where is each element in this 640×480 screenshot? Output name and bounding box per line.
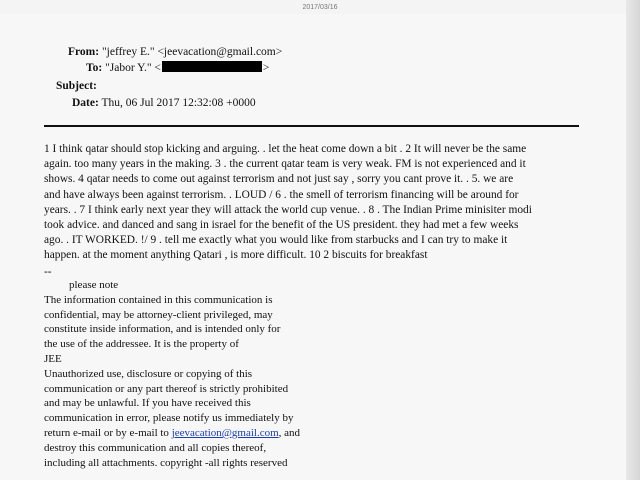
disclaimer-note: please note <box>69 279 119 291</box>
to-label: To: <box>86 62 103 74</box>
body-line: took advice. and danced and sang in israel for the benefit of the US president. they had met a few weeks <box>44 219 519 232</box>
disclaimer-line: destroy this communication and all copies thereof, <box>44 441 267 454</box>
disclaimer-line: The information contained in this communication is <box>44 293 273 306</box>
signature-separator: -- <box>44 266 52 278</box>
disclaimer-email-line <box>44 426 344 441</box>
disclaimer-line: the use of the addressee. It is the property of <box>44 338 239 351</box>
disclaimer-line: confidential, may be attorney-client privileged, may <box>44 308 273 321</box>
body-line: and have always been against terrorism. . LOUD / 6 . the smell of terrorism financing will be around for <box>44 188 519 201</box>
from-label: From: <box>68 46 100 58</box>
disclaimer-line: including all attachments. copyright -all rights reserved <box>44 456 288 469</box>
subject-label: Subject: <box>56 80 97 92</box>
scan-date: 2017/03/16 <box>302 4 338 11</box>
disclaimer-line: and may be unlawful. If you have received this <box>44 397 251 410</box>
page-edge-shadow <box>626 0 640 480</box>
subject-row <box>56 79 97 93</box>
disclaimer-line: communication or any part thereof is strictly prohibited <box>44 382 289 395</box>
from-value: "jeffrey E." <jeevacation@gmail.com> <box>101 46 283 58</box>
email-body <box>44 142 584 264</box>
body-line: 1 I think qatar should stop kicking and arguing. . let the heat come down a bit . 2 It will never be the same <box>44 143 527 155</box>
date-value: Thu, 06 Jul 2017 12:32:08 +0000 <box>101 97 256 109</box>
date-label: Date: <box>72 97 99 109</box>
disclaimer-line: Unauthorized use, disclosure or copying of this <box>44 367 253 380</box>
body-line: happen. at the moment anything Qatari , is more difficult. 10 2 biscuits for breakfast <box>44 249 428 262</box>
legal-disclaimer <box>44 278 344 470</box>
disclaimer-line: JEE <box>44 352 62 365</box>
body-line: ago. . IT WORKED. !/ 9 . tell me exactly what you would like from starbucks and I can try to make it <box>44 234 508 247</box>
to-row <box>86 61 269 75</box>
to-value-suffix: > <box>262 62 270 74</box>
email-page <box>0 14 626 480</box>
date-row <box>72 96 256 110</box>
contact-email-link[interactable]: jeevacation@gmail.com <box>171 426 279 439</box>
from-row <box>68 45 282 59</box>
body-line: shows. 4 qatar needs to come out against terrorism and not just say , sorry you cant prove it. . 5. we are <box>44 173 514 186</box>
header-divider <box>44 125 579 127</box>
email-line-suffix: , and <box>278 426 301 439</box>
body-line: again. too many years in the making. 3 . the current qatar team is very weak. FM is not experienced and it <box>44 158 526 171</box>
redaction-bar <box>162 61 262 72</box>
body-line: years. . 7 I think early next year they will attack the world cup venue. . 8 . The Indian Prime minisiter modi <box>44 203 532 216</box>
disclaimer-line: communication in error, please notify us immediately by <box>44 412 294 425</box>
email-line-prefix: return e-mail or by e-mail to <box>44 426 172 439</box>
to-value-prefix: "Jabor Y." < <box>105 62 161 74</box>
disclaimer-line: constitute inside information, and is intended only for <box>44 323 281 336</box>
